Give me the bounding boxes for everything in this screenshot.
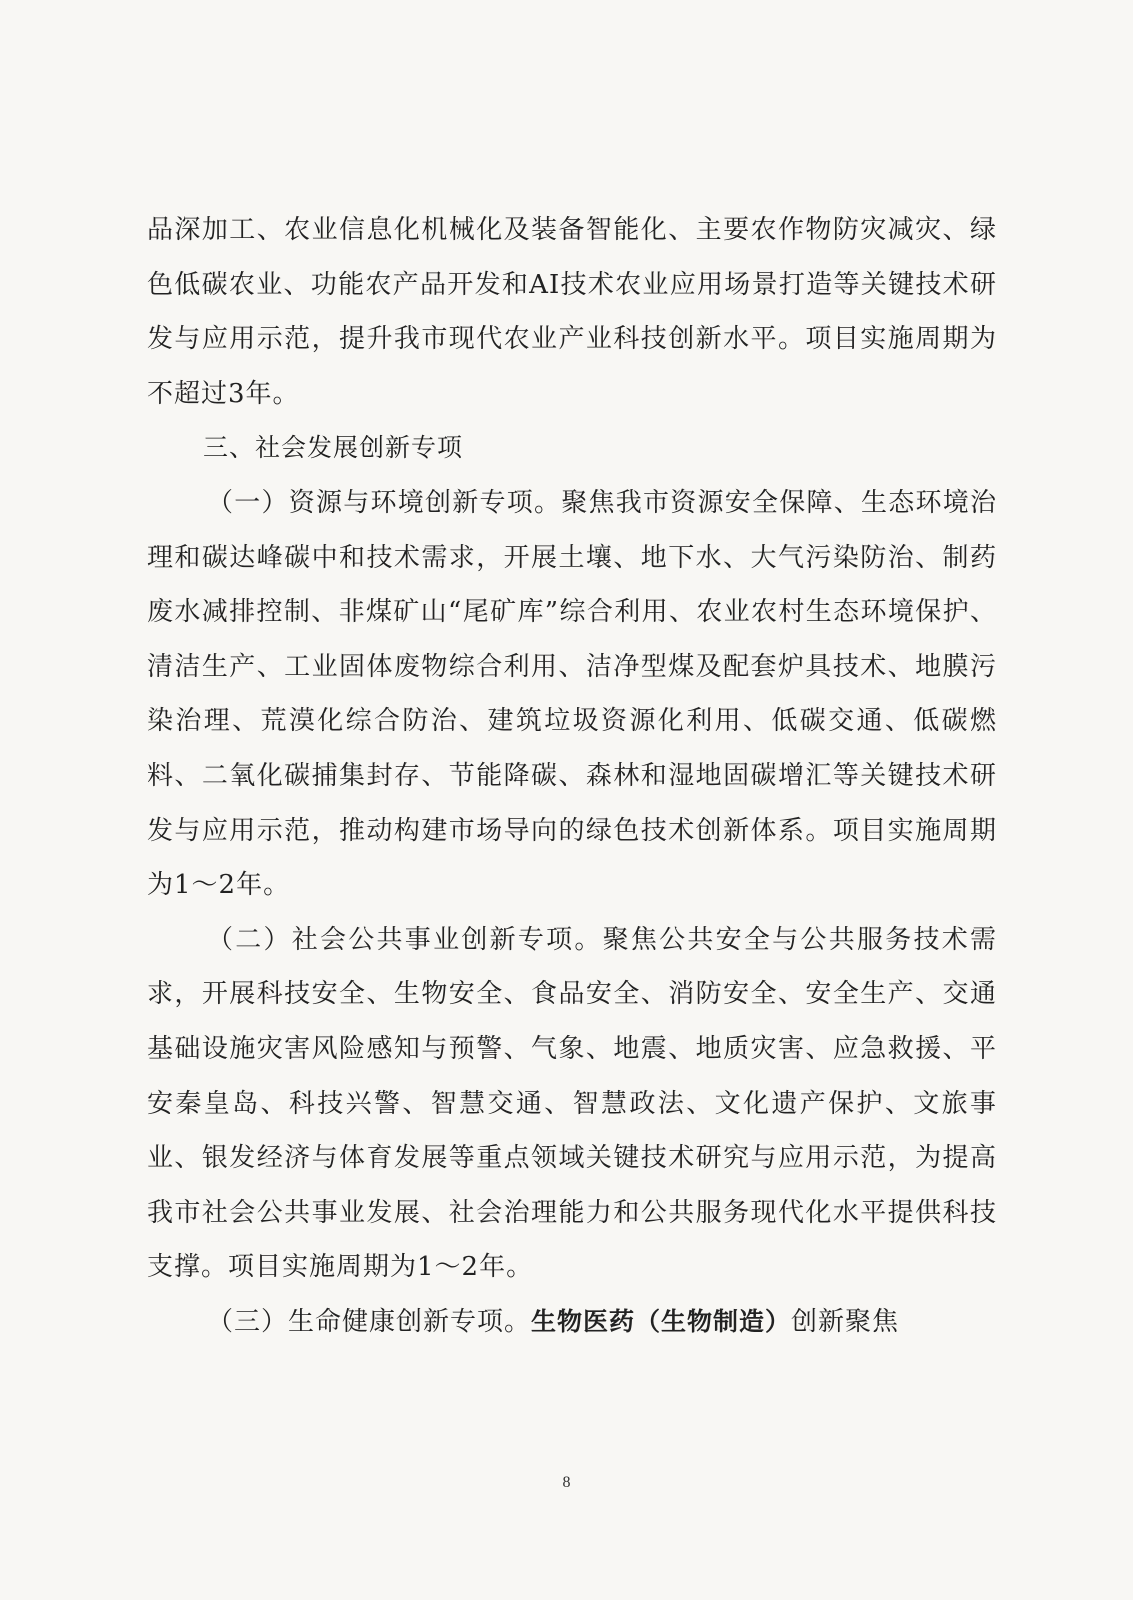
life-health-lead: （三）生命健康创新专项。 <box>207 1306 532 1337</box>
paragraph-resources-environment: （一）资源与环境创新专项。聚焦我市资源安全保障、生态环境治理和碳达峰碳中和技术需求，开展土壤、地下水、大气污染防治、制药废水减排控制、非煤矿山“尾矿库”综合利用、农业农村生态环境保护、清洁生产、工业固体废物综合利用、洁净型煤及配套炉具技术、地膜污染治理、荒漠化综合防治、建筑垃圾资源化利用、低碳交通、低碳燃料、二氧化碳捕集封存、节能降碳、森林和湿地固碳增汇等关键技术研发与应用示范，推动构建市场导向的绿色技术创新体系。项目实施周期为1～2年。 <box>147 487 997 901</box>
biomedicine-bold-text: 生物医药（生物制造） <box>531 1306 792 1336</box>
page-number: 8 <box>562 1474 571 1491</box>
body-text <box>147 203 997 1349</box>
paragraph-life-health <box>147 1295 997 1350</box>
paragraph-agriculture-continued: 品深加工、农业信息化机械化及装备智能化、主要农作物防灾减灾、绿色低碳农业、功能农产品开发和AI技术农业应用场景打造等关键技术研发与应用示范，提升我市现代农业产业科技创新水平。项目实施周期为不超过3年。 <box>147 215 997 409</box>
paragraph-public-affairs: （二）社会公共事业创新专项。聚焦公共安全与公共服务技术需求，开展科技安全、生物安全、食品安全、消防安全、安全生产、交通基础设施灾害风险感知与预警、气象、地震、地质灾害、应急救援、平安秦皇岛、科技兴警、智慧交通、智慧政法、文化遗产保护、文旅事业、银发经济与体育发展等重点领域关键技术研究与应用示范，为提高我市社会公共事业发展、社会治理能力和公共服务现代化水平提供科技支撑。项目实施周期为1～2年。 <box>147 924 997 1283</box>
life-health-tail: 创新聚焦 <box>791 1306 900 1337</box>
section-heading-social-development: 三、社会发展创新专项 <box>203 433 464 463</box>
